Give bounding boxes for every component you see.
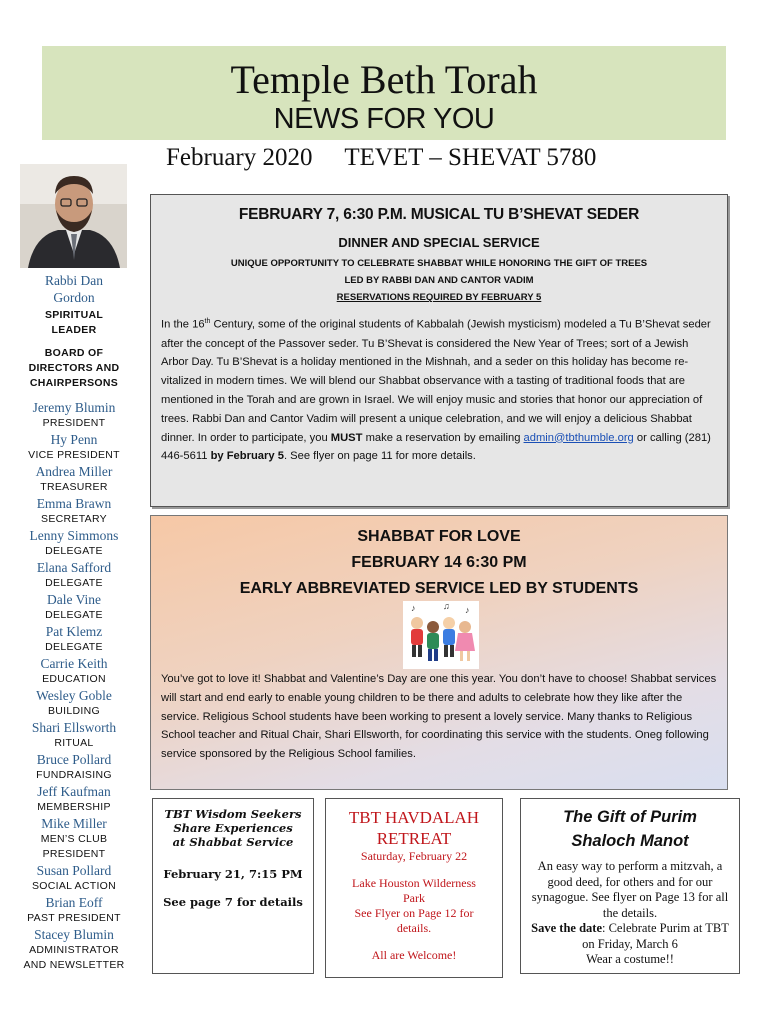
havdalah-welcome: All are Welcome!: [371, 948, 457, 962]
shabbat-for-love-article: [150, 515, 728, 790]
board-member-name: Shari Ellsworth: [31, 720, 117, 735]
masthead: [42, 46, 726, 140]
board-member-name: Mike Miller: [41, 816, 107, 831]
rabbi-role-line-1: SPIRITUAL: [44, 309, 104, 321]
body-text: make a reservation by emailing: [362, 431, 524, 444]
board-member-role: DELEGATE: [45, 609, 103, 621]
havdalah-flyer-line-1: See Flyer on Page 12 for: [354, 906, 474, 920]
body-text: or calling (281) 446-5611: [161, 431, 711, 463]
tu-bshevat-body: [161, 313, 717, 466]
board-member-role: PRESIDENT: [42, 417, 106, 429]
havdalah-place-line-1: Lake Houston Wilderness: [352, 876, 476, 890]
purim-title-line-2: Shaloch Manot: [571, 832, 689, 850]
tu-bshevat-subheading: DINNER AND SPECIAL SERVICE: [338, 235, 540, 250]
havdalah-title-line-1: TBT HAVDALAH: [348, 808, 480, 827]
havdalah-title-line-2: RETREAT: [376, 829, 452, 848]
purim-title-line-1: The Gift of Purim: [563, 808, 697, 826]
tu-bshevat-tagline: [151, 255, 727, 306]
board-heading-line-1: BOARD OF: [44, 347, 104, 359]
wisdom-see-page: See page 7 for details: [163, 895, 303, 909]
save-the-date-label: Save the date: [531, 921, 602, 935]
svg-text:♪: ♪: [411, 603, 416, 613]
board-member-role: PAST PRESIDENT: [27, 912, 121, 924]
hebrew-date: TEVET – SHEVAT 5780: [344, 144, 597, 171]
board-member-name: Elana Safford: [36, 560, 112, 575]
wisdom-title-line-3: at Shabbat Service: [172, 835, 294, 849]
wisdom-title-line-2: Share Experiences: [173, 821, 293, 835]
board-member-name: Stacey Blumin: [34, 927, 114, 942]
board-member-name: Jeff Kaufman: [37, 784, 111, 799]
board-member-role: DELEGATE: [45, 577, 103, 589]
board-member-role: TREASURER: [40, 481, 108, 493]
body-emphasis: by February 5: [210, 450, 284, 463]
wisdom-title-line-1: TBT Wisdom Seekers: [164, 807, 302, 821]
board-member-name: Carrie Keith: [40, 656, 108, 671]
board-member-name: Dale Vine: [46, 592, 102, 607]
shabbat-love-date: FEBRUARY 14 6:30 PM: [351, 554, 527, 571]
tu-bshevat-heading: FEBRUARY 7, 6:30 P.M. MUSICAL TU B’SHEVAT SEDER: [238, 206, 640, 223]
board-member-name: Bruce Pollard: [36, 752, 112, 767]
newsletter-title: Temple Beth Torah: [230, 57, 538, 102]
dateline: [166, 143, 636, 173]
email-link[interactable]: admin@tbthumble.org: [523, 431, 634, 444]
board-member-name: Andrea Miller: [35, 464, 113, 479]
board-member-role: SECRETARY: [41, 513, 107, 525]
issue-date: February 2020: [166, 144, 313, 171]
board-heading-line-3: CHAIRPERSONS: [29, 377, 119, 389]
rabbi-name-line-1: Rabbi Dan: [44, 273, 104, 288]
board-member-role: ADMINISTRATOR: [29, 944, 119, 956]
body-emphasis: MUST: [330, 431, 363, 444]
board-member-name: Wesley Goble: [36, 688, 112, 703]
board-member-name: Jeremy Blumin: [32, 400, 116, 415]
board-member-name: Brian Eoff: [45, 895, 103, 910]
wisdom-seekers-box: [152, 798, 314, 974]
rabbi-photo: [20, 164, 127, 268]
board-member-role: RITUAL: [54, 737, 94, 749]
board-member-role: DELEGATE: [45, 545, 103, 557]
havdalah-place-line-2: Park: [403, 891, 425, 905]
purim-costume: Wear a costume!!: [586, 952, 674, 966]
purim-save-the-date: [529, 921, 731, 952]
body-text: Century, some of the original students of Kabbalah (Jewish mysticism) modeled a Tu B’Shevat seder after the concept of the Passover seder. Tu B’Shevat is considered the New Year of Trees; sort of a Jewish Arbor Day. Tu B’Shevat is a holiday mentioned in the Mishnah, and a seder on this holiday has become re-vitalized in modern times. We will blend our Shabbat observance with a tasting of traditional foods that are mentioned in the Torah and are grown in Israel. We will enjoy music and stories that honor our appreciation of trees. Rabbi Dan and Cantor Vadim will present a unique celebration, and we will enjoy a delicious Shabbat dinner. In order to participate, you: [161, 318, 711, 444]
shabbat-love-title: SHABBAT FOR LOVE: [357, 528, 521, 545]
tagline-line: LED BY RABBI DAN AND CANTOR VADIM: [344, 275, 534, 286]
tagline-line: UNIQUE OPPORTUNITY TO CELEBRATE SHABBAT WHILE HONORING THE GIFT OF TREES: [230, 258, 648, 269]
havdalah-retreat-box: [325, 798, 503, 978]
body-superscript: th: [204, 318, 211, 325]
svg-text:♫: ♫: [443, 601, 450, 611]
tu-bshevat-article: [150, 194, 728, 507]
board-member-role: VICE PRESIDENT: [28, 449, 120, 461]
rabbi-role-line-2: LEADER: [51, 324, 97, 336]
sidebar-board: [14, 272, 134, 973]
body-text: In the 16: [161, 318, 205, 331]
shabbat-love-body: You’ve got to love it! Shabbat and Valentine’s Day are one this year. You don’t have to choose! Shabbat services will start and end early to enable young children to be there and adults to celebrate how they like after the service. Religious School students have been working to present a lovely service. Many thanks to Religious School teacher and Ritual Chair, Shari Ellsworth, for coordinating this service with the students. Oneg following service sponsored by the Religious School families.: [161, 673, 717, 761]
board-member-name: Susan Pollard: [36, 863, 112, 878]
board-member-role: EDUCATION: [42, 673, 106, 685]
board-member-role: AND NEWSLETTER: [23, 959, 125, 971]
wisdom-date: February 21, 7:15 PM: [163, 867, 303, 881]
board-member-role: PRESIDENT: [42, 848, 106, 860]
board-member-role: SOCIAL ACTION: [31, 880, 117, 892]
board-member-name: Emma Brawn: [36, 496, 112, 511]
board-member-role: FUNDRAISING: [36, 769, 112, 781]
board-member-role: MEN’S CLUB: [40, 833, 108, 845]
purim-description: An easy way to perform a mitzvah, a good deed, for others and for our synagogue. See flyer on Page 13 for all the details.: [531, 859, 729, 920]
rabbi-name-line-2: Gordon: [53, 290, 95, 305]
havdalah-flyer-line-2: details.: [396, 921, 432, 935]
purim-box: [520, 798, 740, 974]
shabbat-love-subtitle: EARLY ABBREVIATED SERVICE LED BY STUDENTS: [239, 580, 639, 597]
svg-text:♪: ♪: [465, 605, 470, 615]
save-the-date-text: : Celebrate Purim at TBT on Friday, March 6: [582, 921, 729, 951]
board-heading-line-2: DIRECTORS AND: [28, 362, 120, 374]
board-member-role: MEMBERSHIP: [37, 801, 111, 813]
board-member-name: Lenny Simmons: [29, 528, 119, 543]
singing-children-illustration: [403, 601, 479, 669]
board-member-name: Hy Penn: [50, 432, 98, 447]
board-member-role: BUILDING: [48, 705, 100, 717]
newsletter-subtitle: NEWS FOR YOU: [273, 103, 495, 135]
board-member-name: Pat Klemz: [45, 624, 103, 639]
board-member-role: DELEGATE: [45, 641, 103, 653]
havdalah-date: Saturday, February 22: [360, 849, 468, 863]
body-text: . See flyer on page 11 for more details.: [283, 450, 476, 463]
reservation-deadline: RESERVATIONS REQUIRED BY FEBRUARY 5: [336, 292, 542, 303]
